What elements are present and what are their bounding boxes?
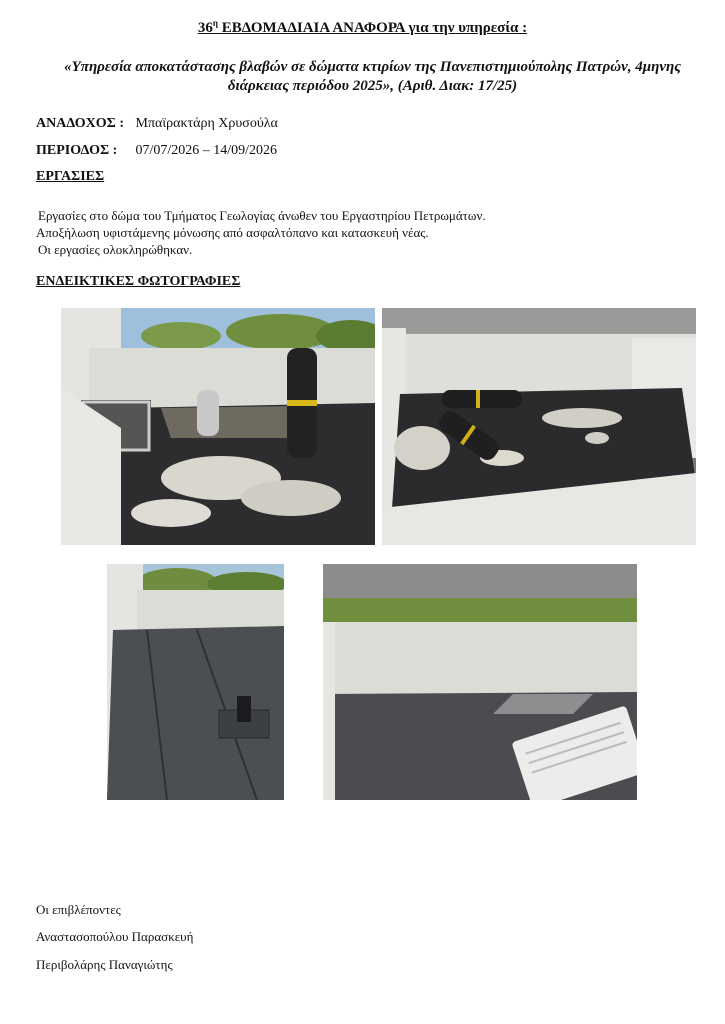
period-value: 07/07/2026 – 14/09/2026 — [135, 143, 278, 158]
contractor-label: ΑΝΑΔΟΧΟΣ : — [36, 116, 124, 131]
works-line-2: Αποξήλωση υφιστάμενης μόνωσης από ασφαλτόπανο και κατασκευή νέας. — [36, 225, 429, 240]
works-line-3: Οι εργασίες ολοκληρώθηκαν. — [38, 242, 193, 257]
roof-photo-4 — [323, 564, 637, 800]
contractor-row — [36, 116, 278, 132]
period-label: ΠΕΡΙΟΔΟΣ : — [36, 143, 118, 158]
supervisor-name-1: Αναστασοπούλου Παρασκευή — [36, 929, 194, 944]
roof-photo-2 — [382, 308, 696, 545]
contractor-value: Μπαϊρακτάρη Χρυσούλα — [135, 116, 278, 131]
roof-photo-3 — [107, 564, 284, 800]
period-row — [36, 143, 277, 159]
report-subtitle: «Υπηρεσία αποκατάστασης βλαβών σε δώματα κτιρίων της Πανεπιστημιούπολης Πατρών, 4μηνης διάρκειας περιόδου 2025», (Αριθ. Διακ: 17/25) — [64, 59, 681, 94]
supervisor-name-2: Περιβολάρης Παναγιώτης — [36, 957, 173, 972]
report-title: $36^\eta$ ΕΒΔΟΜΑΔΙΑΙΑ ΑΝΑΦΟΡΑ για την υπηρεσία : — [197, 18, 528, 36]
supervisors-heading: Οι επιβλέποντες — [36, 902, 121, 917]
works-heading: ΕΡΓΑΣΙΕΣ — [36, 169, 105, 184]
works-line-1: Εργασίες στο δώμα του Τμήματος Γεωλογίας άνωθεν του Εργαστηρίου Πετρωμάτων. — [38, 208, 486, 223]
roof-photo-1 — [61, 308, 375, 545]
photos-heading: ΕΝΔΕΙΚΤΙΚΕΣ ΦΩΤΟΓΡΑΦΙΕΣ — [36, 274, 241, 289]
